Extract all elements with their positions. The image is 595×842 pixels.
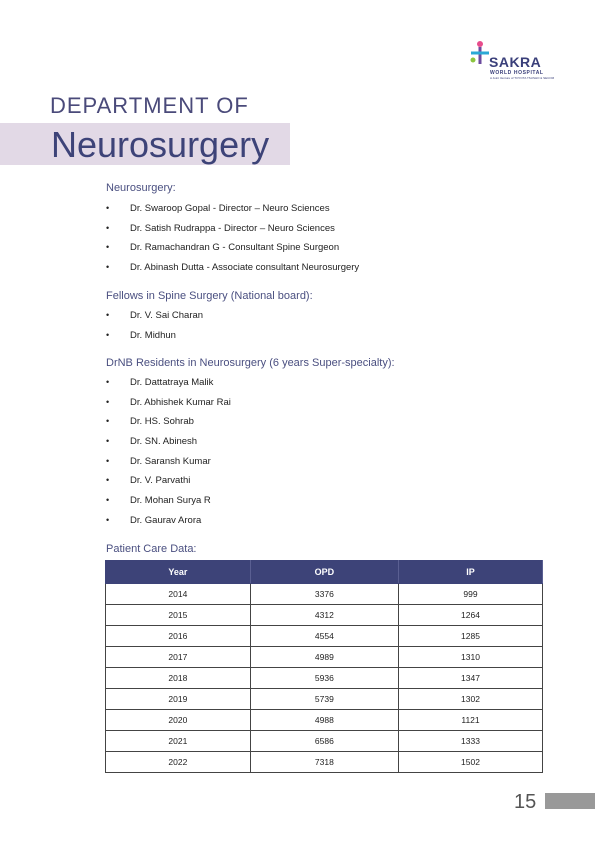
table-cell: 2014 <box>106 584 251 605</box>
table-cell: 999 <box>399 584 543 605</box>
staff-list-fellows <box>106 310 203 349</box>
table-row <box>106 710 543 731</box>
bullet: • <box>106 514 110 525</box>
department-label: DEPARTMENT OF <box>50 93 249 118</box>
table-cell: 1347 <box>399 668 543 689</box>
table-cell: 1121 <box>399 710 543 731</box>
staff-list-neurosurgery <box>106 203 359 282</box>
table-cell: 2018 <box>106 668 251 689</box>
section-heading-fellows: Fellows in Spine Surgery (National board): <box>106 290 313 302</box>
list-item <box>106 495 231 515</box>
table-cell: 2019 <box>106 689 251 710</box>
list-item <box>106 456 231 476</box>
column-header-opd: OPD <box>250 561 398 584</box>
list-item <box>106 377 231 397</box>
section-heading-neurosurgery: Neurosurgery: <box>106 182 176 194</box>
table-row <box>106 689 543 710</box>
table-cell: 5739 <box>250 689 398 710</box>
staff-name: Dr. Gaurav Arora <box>130 514 202 526</box>
table-cell: 1310 <box>399 647 543 668</box>
table-cell: 1502 <box>399 752 543 773</box>
bullet: • <box>106 222 110 233</box>
list-item <box>106 397 231 417</box>
bullet: • <box>106 436 110 447</box>
table-row <box>106 647 543 668</box>
table-cell: 2021 <box>106 731 251 752</box>
list-item <box>106 515 231 535</box>
table-row <box>106 752 543 773</box>
table-row <box>106 626 543 647</box>
table-cell: 1285 <box>399 626 543 647</box>
list-item <box>106 330 203 350</box>
bullet: • <box>106 396 110 407</box>
column-header-year: Year <box>106 561 251 584</box>
bullet: • <box>106 242 110 253</box>
table-cell: 2017 <box>106 647 251 668</box>
staff-name: Dr. Saransh Kumar <box>130 455 211 467</box>
table-cell: 4312 <box>250 605 398 626</box>
staff-name: Dr. Midhun <box>130 329 176 341</box>
table-cell: 7318 <box>250 752 398 773</box>
staff-name: Dr. SN. Abinesh <box>130 436 198 448</box>
table-cell: 1302 <box>399 689 543 710</box>
staff-name: Dr. Satish Rudrappa - Director – Neuro Sciences <box>130 222 335 234</box>
list-item <box>106 262 359 282</box>
logo-subtitle: WORLD HOSPITAL <box>490 70 544 76</box>
table-row <box>106 584 543 605</box>
list-item <box>106 475 231 495</box>
patient-care-table <box>105 560 543 773</box>
staff-name: Dr. HS. Sohrab <box>130 416 194 428</box>
list-item <box>106 436 231 456</box>
logo-name: SAKRA <box>489 54 542 70</box>
page-number: 15 <box>514 791 537 813</box>
list-item <box>106 416 231 436</box>
table-cell: 4554 <box>250 626 398 647</box>
staff-name: Dr. V. Sai Charan <box>130 310 204 321</box>
bullet: • <box>106 475 110 486</box>
list-item <box>106 203 359 223</box>
table-row <box>106 731 543 752</box>
staff-name: Dr. V. Parvathi <box>130 475 191 487</box>
table-cell: 3376 <box>250 584 398 605</box>
column-header-ip: IP <box>399 561 543 584</box>
table-row <box>106 605 543 626</box>
section-heading-residents: DrNB Residents in Neurosurgery (6 years Super-specialty): <box>106 357 395 369</box>
bullet: • <box>106 495 110 506</box>
staff-name: Dr. Ramachandran G - Consultant Spine Surgeon <box>130 242 340 254</box>
bullet: • <box>106 377 110 387</box>
bullet: • <box>106 329 110 340</box>
bullet: • <box>106 416 110 427</box>
staff-name: Dr. Swaroop Gopal - Director – Neuro Sciences <box>130 203 330 214</box>
table-cell: 5936 <box>250 668 398 689</box>
section-heading-patient-care: Patient Care Data: <box>106 543 197 555</box>
logo-cross-icon <box>470 40 490 68</box>
bullet: • <box>106 203 110 213</box>
staff-name: Dr. Dattatraya Malik <box>130 377 214 388</box>
table-cell: 2016 <box>106 626 251 647</box>
bullet: • <box>106 310 110 320</box>
table-cell: 2022 <box>106 752 251 773</box>
list-item <box>106 310 203 330</box>
bullet: • <box>106 455 110 466</box>
staff-name: Dr. Mohan Surya R <box>130 495 211 507</box>
table-header-row <box>106 561 543 584</box>
table-cell: 4989 <box>250 647 398 668</box>
table-cell: 2015 <box>106 605 251 626</box>
table-row <box>106 668 543 689</box>
table-cell: 6586 <box>250 731 398 752</box>
staff-list-residents <box>106 377 231 535</box>
list-item <box>106 223 359 243</box>
table-cell: 1264 <box>399 605 543 626</box>
page-number-bar <box>545 793 595 809</box>
list-item <box>106 242 359 262</box>
logo-tagline: A Joint Venture of TOYOTA TSUSHO & SECOM <box>490 76 555 80</box>
table-cell: 4988 <box>250 710 398 731</box>
table-cell: 2020 <box>106 710 251 731</box>
bullet: • <box>106 262 110 273</box>
staff-name: Dr. Abinash Dutta - Associate consultant Neurosurgery <box>130 262 360 274</box>
table-cell: 1333 <box>399 731 543 752</box>
staff-name: Dr. Abhishek Kumar Rai <box>130 396 231 408</box>
hospital-logo <box>470 40 555 80</box>
page-title: Neurosurgery <box>51 124 270 165</box>
